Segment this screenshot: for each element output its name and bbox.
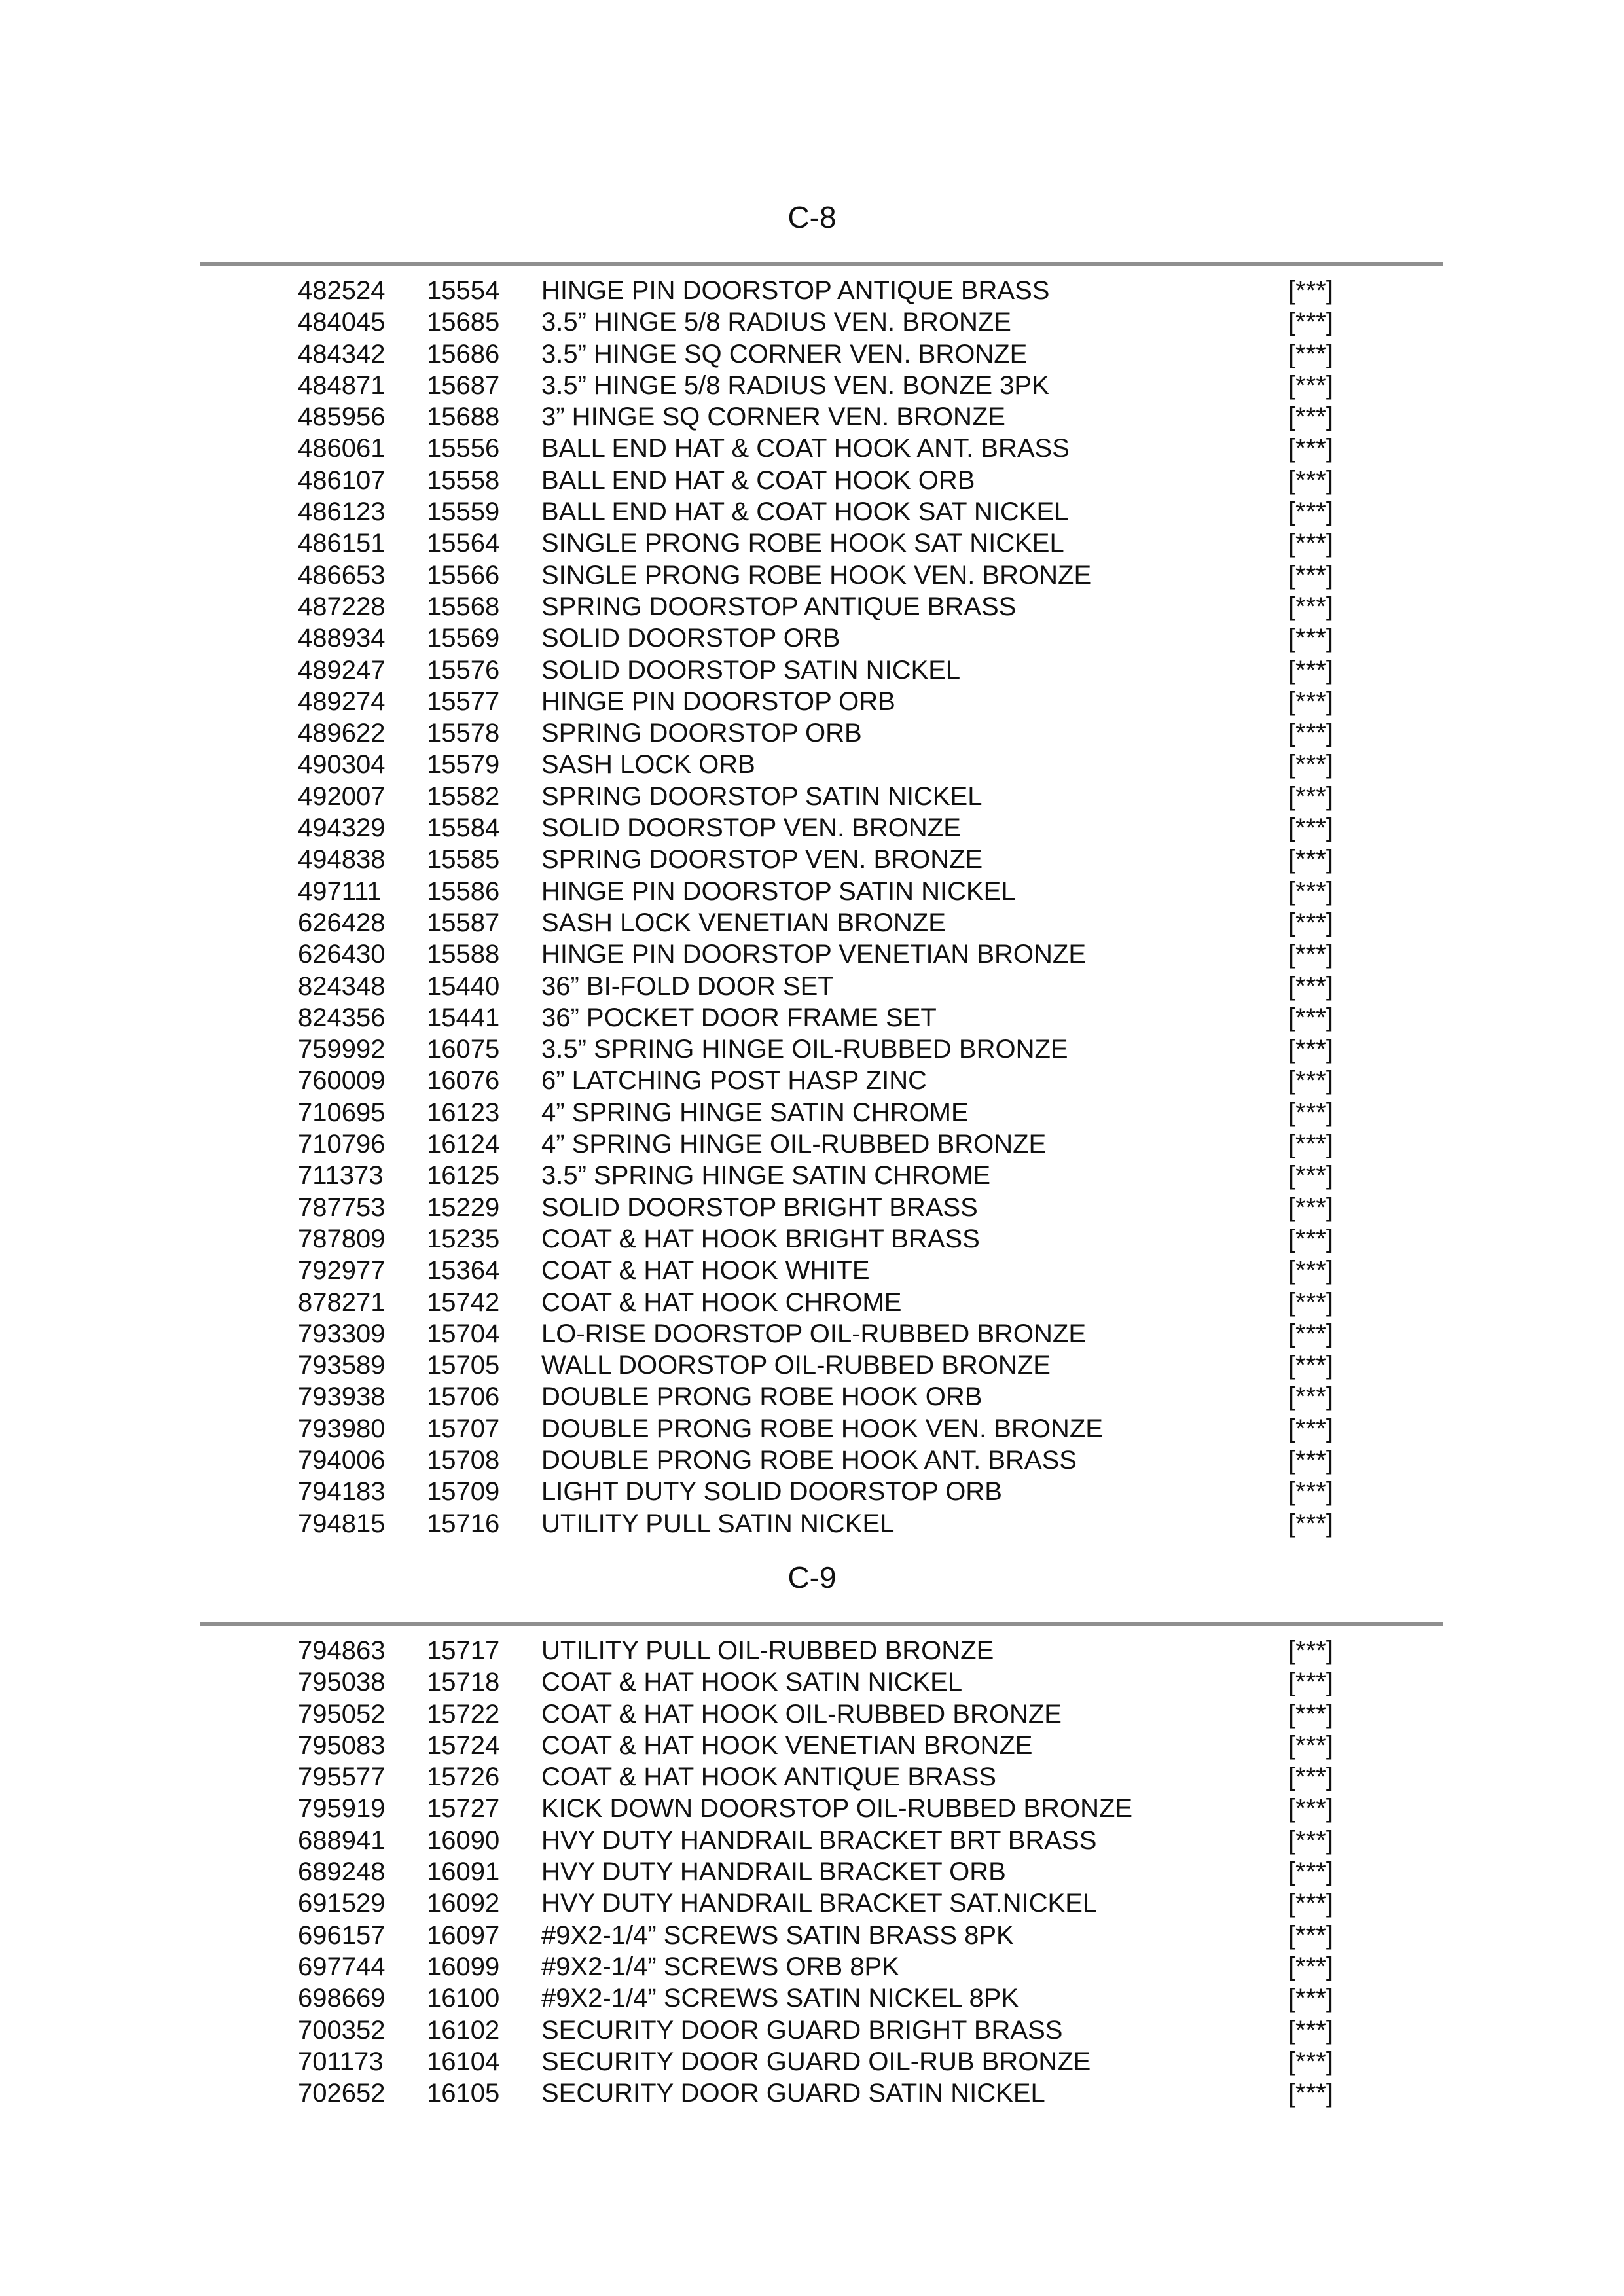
item-description: #9X2-1/4” SCREWS SATIN NICKEL 8PK	[541, 1984, 1019, 2013]
price-redacted: [***]	[1288, 370, 1333, 400]
item-number: 15587	[427, 908, 500, 937]
item-description: 3.5” SPRING HINGE OIL-RUBBED BRONZE	[541, 1035, 1068, 1064]
item-description: HVY DUTY HANDRAIL BRACKET SAT.NICKEL	[541, 1889, 1098, 1918]
price-redacted: [***]	[1288, 276, 1333, 305]
item-description: COAT & HAT HOOK SATIN NICKEL	[541, 1668, 963, 1697]
item-number: 15707	[427, 1414, 500, 1443]
item-number: 16092	[427, 1889, 500, 1918]
page-label-c9: C-9	[787, 1560, 837, 1594]
item-description: COAT & HAT HOOK ANTIQUE BRASS	[541, 1763, 996, 1792]
table-row	[0, 1002, 1624, 1033]
sku-number: 484871	[298, 370, 386, 400]
item-description: HINGE PIN DOORSTOP VENETIAN BRONZE	[541, 940, 1086, 969]
sku-number: 794863	[298, 1636, 386, 1665]
item-description: SOLID DOORSTOP VEN. BRONZE	[541, 814, 961, 843]
sku-number: 489622	[298, 719, 386, 748]
price-redacted: [***]	[1288, 719, 1333, 748]
sku-number: 497111	[298, 876, 382, 906]
table-row	[0, 1318, 1624, 1350]
sku-number: 793589	[298, 1351, 386, 1380]
sku-number: 482524	[298, 276, 386, 305]
item-description: COAT & HAT HOOK BRIGHT BRASS	[541, 1224, 980, 1253]
price-redacted: [***]	[1288, 2015, 1333, 2045]
table-row	[0, 876, 1624, 907]
item-number: 16100	[427, 1984, 500, 2013]
sku-number: 824356	[298, 1003, 386, 1032]
table-row	[0, 433, 1624, 464]
sku-number: 711373	[298, 1161, 384, 1191]
price-redacted: [***]	[1288, 876, 1333, 906]
price-redacted: [***]	[1288, 1984, 1333, 2013]
table-row	[0, 2046, 1624, 2077]
sku-number: 626428	[298, 908, 386, 937]
sku-number: 795052	[298, 1699, 386, 1729]
table-row	[0, 275, 1624, 306]
table-row	[0, 306, 1624, 338]
price-redacted: [***]	[1288, 1161, 1333, 1191]
sku-number: 489247	[298, 655, 386, 685]
item-description: HVY DUTY HANDRAIL BRACKET ORB	[541, 1857, 1006, 1887]
sku-number: 696157	[298, 1920, 386, 1950]
section-divider	[200, 262, 1443, 266]
table-row	[0, 2077, 1624, 2109]
price-redacted: [***]	[1288, 1035, 1333, 1064]
price-redacted: [***]	[1288, 1920, 1333, 1950]
item-number: 15559	[427, 497, 500, 527]
sku-number: 484342	[298, 339, 386, 368]
price-redacted: [***]	[1288, 1098, 1333, 1127]
sku-number: 759992	[298, 1035, 386, 1064]
item-number: 15568	[427, 592, 500, 621]
item-number: 16097	[427, 1920, 500, 1950]
item-number: 15686	[427, 339, 500, 368]
item-description: HINGE PIN DOORSTOP ORB	[541, 687, 895, 716]
item-number: 15709	[427, 1477, 500, 1507]
item-description: COAT & HAT HOOK OIL-RUBBED BRONZE	[541, 1699, 1062, 1729]
price-redacted: [***]	[1288, 750, 1333, 780]
item-number: 16090	[427, 1825, 500, 1855]
sku-number: 488934	[298, 624, 386, 653]
table-row	[0, 717, 1624, 749]
price-redacted: [***]	[1288, 1857, 1333, 1887]
table-row	[0, 560, 1624, 591]
price-redacted: [***]	[1288, 1699, 1333, 1729]
table-row	[0, 1097, 1624, 1128]
price-redacted: [***]	[1288, 1382, 1333, 1412]
item-description: DOUBLE PRONG ROBE HOOK ORB	[541, 1382, 983, 1412]
sku-number: 795083	[298, 1731, 386, 1760]
price-redacted: [***]	[1288, 1287, 1333, 1317]
price-redacted: [***]	[1288, 1224, 1333, 1253]
table-row	[0, 1730, 1624, 1761]
sku-number: 691529	[298, 1889, 386, 1918]
item-number: 15235	[427, 1224, 500, 1253]
item-description: BALL END HAT & COAT HOOK ANT. BRASS	[541, 434, 1070, 463]
sku-number: 792977	[298, 1256, 386, 1285]
table-row	[0, 1255, 1624, 1286]
sku-number: 494329	[298, 814, 386, 843]
price-redacted: [***]	[1288, 845, 1333, 874]
price-redacted: [***]	[1288, 1256, 1333, 1285]
item-description: SASH LOCK VENETIAN BRONZE	[541, 908, 946, 937]
item-description: 4” SPRING HINGE OIL-RUBBED BRONZE	[541, 1130, 1047, 1159]
sku-number: 794006	[298, 1445, 386, 1475]
price-redacted: [***]	[1288, 655, 1333, 685]
sku-number: 710695	[298, 1098, 386, 1127]
item-description: #9X2-1/4” SCREWS ORB 8PK	[541, 1952, 899, 1981]
item-description: LO-RISE DOORSTOP OIL-RUBBED BRONZE	[541, 1319, 1087, 1348]
sku-number: 793309	[298, 1319, 386, 1348]
sku-number: 787753	[298, 1193, 386, 1222]
sku-number: 760009	[298, 1066, 386, 1096]
price-redacted: [***]	[1288, 1763, 1333, 1792]
sku-number: 794183	[298, 1477, 386, 1507]
sku-number: 787809	[298, 1224, 386, 1253]
item-number: 16102	[427, 2015, 500, 2045]
price-redacted: [***]	[1288, 592, 1333, 621]
table-row	[0, 686, 1624, 717]
item-number: 15705	[427, 1351, 500, 1380]
price-redacted: [***]	[1288, 1952, 1333, 1981]
table-row	[0, 1381, 1624, 1412]
item-description: HINGE PIN DOORSTOP ANTIQUE BRASS	[541, 276, 1050, 305]
price-redacted: [***]	[1288, 1509, 1333, 1538]
price-redacted: [***]	[1288, 814, 1333, 843]
price-redacted: [***]	[1288, 1319, 1333, 1348]
item-number: 16099	[427, 1952, 500, 1981]
item-number: 15564	[427, 529, 500, 558]
table-row	[0, 1287, 1624, 1318]
table-row	[0, 1666, 1624, 1698]
sku-number: 700352	[298, 2015, 386, 2045]
item-number: 15724	[427, 1731, 500, 1760]
table-row	[0, 370, 1624, 401]
item-number: 15742	[427, 1287, 500, 1317]
sku-number: 794815	[298, 1509, 386, 1538]
price-redacted: [***]	[1288, 781, 1333, 811]
item-number: 16091	[427, 1857, 500, 1887]
item-description: COAT & HAT HOOK VENETIAN BRONZE	[541, 1731, 1033, 1760]
price-redacted: [***]	[1288, 1414, 1333, 1443]
item-number: 15578	[427, 719, 500, 748]
item-number: 15708	[427, 1445, 500, 1475]
sku-number: 701173	[298, 2047, 384, 2076]
item-description: 3.5” HINGE 5/8 RADIUS VEN. BONZE 3PK	[541, 370, 1049, 400]
item-number: 15558	[427, 465, 500, 495]
item-description: SINGLE PRONG ROBE HOOK VEN. BRONZE	[541, 560, 1092, 590]
table-row	[0, 1920, 1624, 1951]
sku-number: 793980	[298, 1414, 386, 1443]
sku-number: 484045	[298, 308, 386, 337]
item-table-c8	[0, 275, 1624, 1539]
price-redacted: [***]	[1288, 1351, 1333, 1380]
table-row	[0, 465, 1624, 496]
price-redacted: [***]	[1288, 908, 1333, 937]
price-redacted: [***]	[1288, 624, 1333, 653]
table-row	[0, 1476, 1624, 1507]
item-number: 15717	[427, 1636, 500, 1665]
item-description: LIGHT DUTY SOLID DOORSTOP ORB	[541, 1477, 1002, 1507]
item-number: 16076	[427, 1066, 500, 1096]
page-label-c8: C-8	[787, 200, 837, 234]
table-row	[0, 1444, 1624, 1476]
price-redacted: [***]	[1288, 1794, 1333, 1823]
item-number: 15584	[427, 814, 500, 843]
sku-number: 626430	[298, 940, 386, 969]
sku-number: 486653	[298, 560, 386, 590]
sku-number: 688941	[298, 1825, 386, 1855]
table-row	[0, 1856, 1624, 1888]
item-description: SOLID DOORSTOP ORB	[541, 624, 840, 653]
sku-number: 702652	[298, 2079, 386, 2108]
price-redacted: [***]	[1288, 1003, 1333, 1032]
price-redacted: [***]	[1288, 339, 1333, 368]
table-row	[0, 1192, 1624, 1223]
item-number: 15718	[427, 1668, 500, 1697]
item-number: 15688	[427, 403, 500, 432]
item-description: SECURITY DOOR GUARD BRIGHT BRASS	[541, 2015, 1063, 2045]
sku-number: 486123	[298, 497, 386, 527]
item-description: 3.5” SPRING HINGE SATIN CHROME	[541, 1161, 991, 1191]
sku-number: 492007	[298, 781, 386, 811]
sku-number: 824348	[298, 971, 386, 1001]
item-number: 15579	[427, 750, 500, 780]
item-number: 15576	[427, 655, 500, 685]
table-row	[0, 907, 1624, 939]
sku-number: 494838	[298, 845, 386, 874]
sku-number: 795919	[298, 1794, 386, 1823]
item-number: 15726	[427, 1763, 500, 1792]
sku-number: 697744	[298, 1952, 386, 1981]
table-row	[0, 1982, 1624, 2014]
table-row	[0, 1761, 1624, 1793]
sku-number: 489274	[298, 687, 386, 716]
item-number: 15441	[427, 1003, 500, 1032]
item-number: 16123	[427, 1098, 500, 1127]
table-row	[0, 401, 1624, 433]
item-number: 15556	[427, 434, 500, 463]
item-description: KICK DOWN DOORSTOP OIL-RUBBED BRONZE	[541, 1794, 1133, 1823]
table-row	[0, 1033, 1624, 1065]
item-description: SOLID DOORSTOP SATIN NICKEL	[541, 655, 961, 685]
item-number: 15229	[427, 1193, 500, 1222]
price-redacted: [***]	[1288, 403, 1333, 432]
sku-number: 689248	[298, 1857, 386, 1887]
sku-number: 486107	[298, 465, 386, 495]
item-description: SPRING DOORSTOP ORB	[541, 719, 862, 748]
price-redacted: [***]	[1288, 1193, 1333, 1222]
item-description: WALL DOORSTOP OIL-RUBBED BRONZE	[541, 1351, 1051, 1380]
table-row	[0, 844, 1624, 875]
item-number: 15706	[427, 1382, 500, 1412]
item-number: 15588	[427, 940, 500, 969]
item-description: SECURITY DOOR GUARD OIL-RUB BRONZE	[541, 2047, 1091, 2076]
table-row	[0, 939, 1624, 970]
item-number: 15585	[427, 845, 500, 874]
price-redacted: [***]	[1288, 1477, 1333, 1507]
sku-number: 698669	[298, 1984, 386, 2013]
item-description: SPRING DOORSTOP SATIN NICKEL	[541, 781, 983, 811]
item-description: 36” BI-FOLD DOOR SET	[541, 971, 834, 1001]
price-redacted: [***]	[1288, 687, 1333, 716]
item-description: 3.5” HINGE 5/8 RADIUS VEN. BRONZE	[541, 308, 1011, 337]
item-description: SPRING DOORSTOP ANTIQUE BRASS	[541, 592, 1017, 621]
item-description: UTILITY PULL SATIN NICKEL	[541, 1509, 895, 1538]
table-row	[0, 1508, 1624, 1539]
price-redacted: [***]	[1288, 1445, 1333, 1475]
sku-number: 878271	[298, 1287, 386, 1317]
item-description: HINGE PIN DOORSTOP SATIN NICKEL	[541, 876, 1016, 906]
price-redacted: [***]	[1288, 1889, 1333, 1918]
sku-number: 490304	[298, 750, 386, 780]
price-redacted: [***]	[1288, 1066, 1333, 1096]
table-row	[0, 812, 1624, 844]
item-description: SINGLE PRONG ROBE HOOK SAT NICKEL	[541, 529, 1064, 558]
item-number: 15440	[427, 971, 500, 1001]
table-row	[0, 971, 1624, 1002]
item-description: BALL END HAT & COAT HOOK ORB	[541, 465, 975, 495]
item-description: 6” LATCHING POST HASP ZINC	[541, 1066, 928, 1096]
table-row	[0, 496, 1624, 528]
table-row	[0, 1350, 1624, 1381]
item-number: 16105	[427, 2079, 500, 2108]
item-description: UTILITY PULL OIL-RUBBED BRONZE	[541, 1636, 994, 1665]
item-number: 16124	[427, 1130, 500, 1159]
price-redacted: [***]	[1288, 465, 1333, 495]
item-table-c9	[0, 1635, 1624, 2109]
price-redacted: [***]	[1288, 1668, 1333, 1697]
price-redacted: [***]	[1288, 2079, 1333, 2108]
item-description: HVY DUTY HANDRAIL BRACKET BRT BRASS	[541, 1825, 1097, 1855]
table-row	[0, 1951, 1624, 1982]
table-row	[0, 749, 1624, 780]
item-number: 15569	[427, 624, 500, 653]
item-description: DOUBLE PRONG ROBE HOOK VEN. BRONZE	[541, 1414, 1103, 1443]
item-number: 16075	[427, 1035, 500, 1064]
item-description: #9X2-1/4” SCREWS SATIN BRASS 8PK	[541, 1920, 1014, 1950]
table-row	[0, 1698, 1624, 1730]
item-number: 15364	[427, 1256, 500, 1285]
item-number: 15586	[427, 876, 500, 906]
item-description: 3” HINGE SQ CORNER VEN. BRONZE	[541, 403, 1005, 432]
item-description: SOLID DOORSTOP BRIGHT BRASS	[541, 1193, 978, 1222]
table-row	[0, 528, 1624, 559]
item-number: 16125	[427, 1161, 500, 1191]
sku-number: 795038	[298, 1668, 386, 1697]
item-description: COAT & HAT HOOK CHROME	[541, 1287, 902, 1317]
item-number: 15685	[427, 308, 500, 337]
item-number: 15577	[427, 687, 500, 716]
item-description: BALL END HAT & COAT HOOK SAT NICKEL	[541, 497, 1069, 527]
table-row	[0, 1825, 1624, 1856]
price-redacted: [***]	[1288, 1636, 1333, 1665]
table-row	[0, 655, 1624, 686]
item-number: 16104	[427, 2047, 500, 2076]
item-number: 15727	[427, 1794, 500, 1823]
sku-number: 486061	[298, 434, 386, 463]
item-number: 15716	[427, 1509, 500, 1538]
item-number: 15704	[427, 1319, 500, 1348]
sku-number: 485956	[298, 403, 386, 432]
table-row	[0, 1128, 1624, 1160]
item-description: 4” SPRING HINGE SATIN CHROME	[541, 1098, 969, 1127]
item-description: 3.5” HINGE SQ CORNER VEN. BRONZE	[541, 339, 1028, 368]
sku-number: 487228	[298, 592, 386, 621]
item-number: 15554	[427, 276, 500, 305]
price-redacted: [***]	[1288, 971, 1333, 1001]
price-redacted: [***]	[1288, 434, 1333, 463]
item-number: 15582	[427, 781, 500, 811]
price-redacted: [***]	[1288, 308, 1333, 337]
table-row	[0, 781, 1624, 812]
price-redacted: [***]	[1288, 1731, 1333, 1760]
item-description: SECURITY DOOR GUARD SATIN NICKEL	[541, 2079, 1045, 2108]
sku-number: 793938	[298, 1382, 386, 1412]
table-row	[0, 1413, 1624, 1444]
table-row	[0, 1160, 1624, 1191]
item-number: 15687	[427, 370, 500, 400]
item-description: SPRING DOORSTOP VEN. BRONZE	[541, 845, 983, 874]
table-row	[0, 1635, 1624, 1666]
price-redacted: [***]	[1288, 529, 1333, 558]
price-redacted: [***]	[1288, 940, 1333, 969]
sku-number: 710796	[298, 1130, 386, 1159]
table-row	[0, 1888, 1624, 1919]
item-description: SASH LOCK ORB	[541, 750, 755, 780]
price-redacted: [***]	[1288, 497, 1333, 527]
sku-number: 795577	[298, 1763, 386, 1792]
price-redacted: [***]	[1288, 1825, 1333, 1855]
item-description: 36” POCKET DOOR FRAME SET	[541, 1003, 937, 1032]
section-divider	[200, 1622, 1443, 1626]
item-number: 15566	[427, 560, 500, 590]
table-row	[0, 591, 1624, 622]
table-row	[0, 338, 1624, 370]
price-redacted: [***]	[1288, 560, 1333, 590]
table-row	[0, 1065, 1624, 1096]
table-row	[0, 2015, 1624, 2046]
table-row	[0, 1223, 1624, 1255]
table-row	[0, 622, 1624, 654]
item-description: DOUBLE PRONG ROBE HOOK ANT. BRASS	[541, 1445, 1077, 1475]
table-row	[0, 1793, 1624, 1824]
item-description: COAT & HAT HOOK WHITE	[541, 1256, 870, 1285]
sku-number: 486151	[298, 529, 386, 558]
item-number: 15722	[427, 1699, 500, 1729]
price-redacted: [***]	[1288, 2047, 1333, 2076]
price-redacted: [***]	[1288, 1130, 1333, 1159]
